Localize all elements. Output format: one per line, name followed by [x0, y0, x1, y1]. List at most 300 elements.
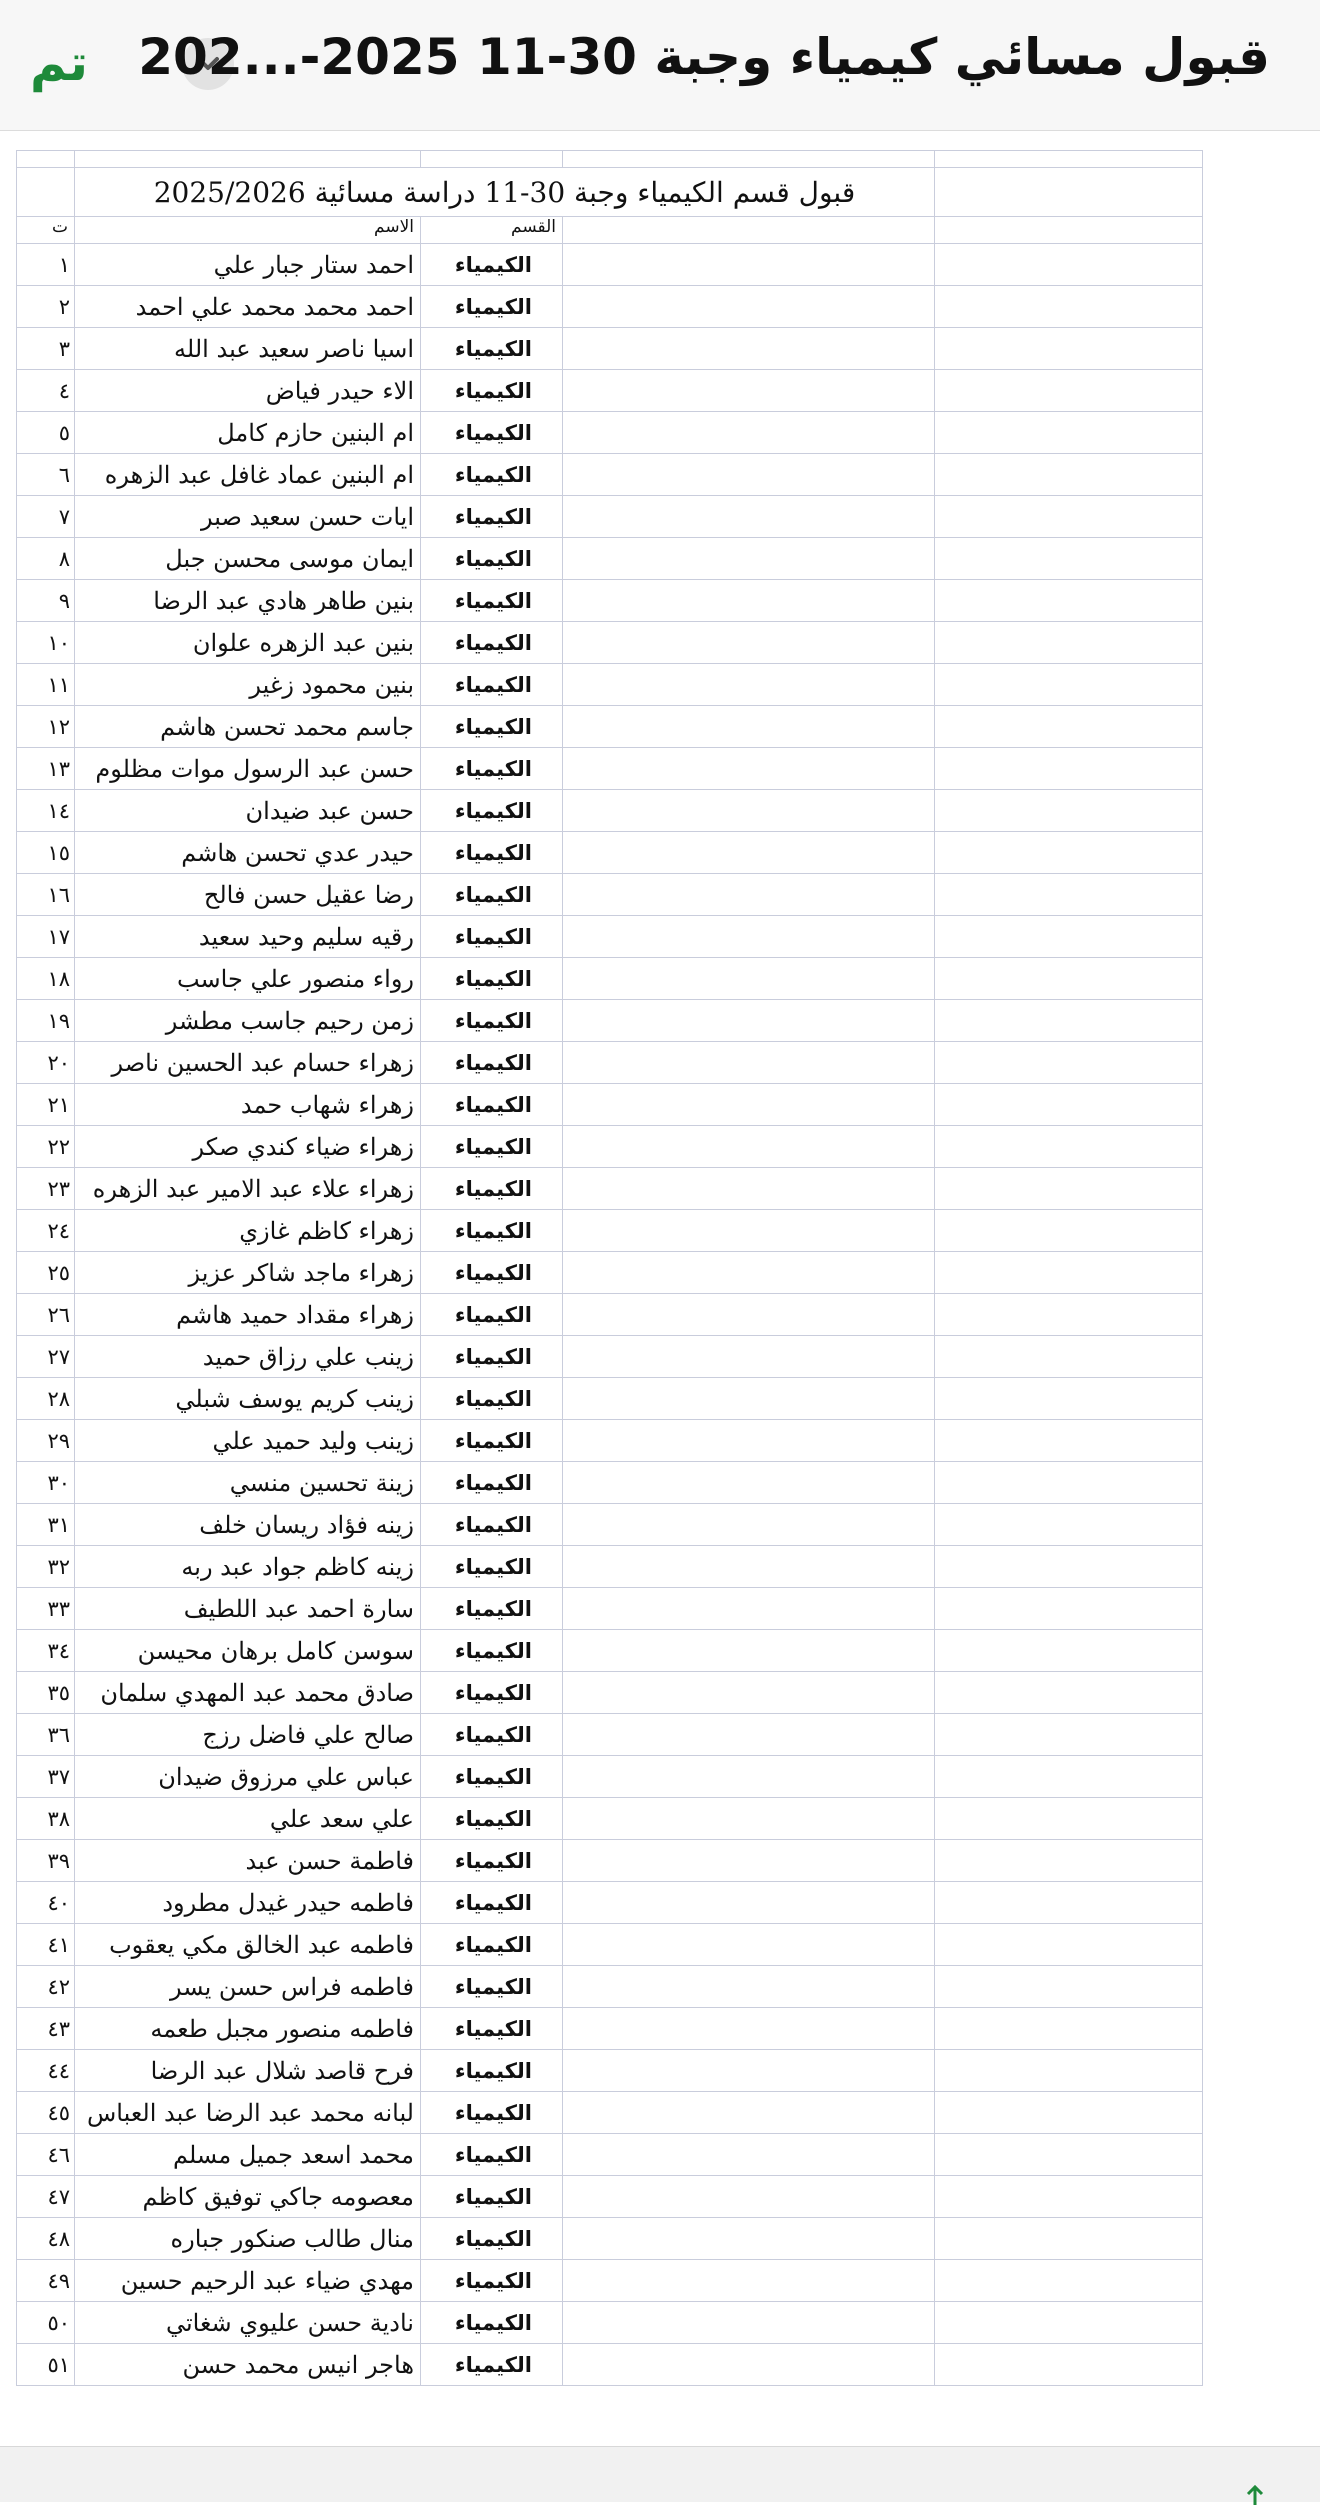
department-cell[interactable]: الكيمياء: [421, 1462, 563, 1504]
cell[interactable]: [935, 874, 1203, 916]
cell[interactable]: [935, 1168, 1203, 1210]
cell[interactable]: [935, 2050, 1203, 2092]
cell[interactable]: [563, 1546, 935, 1588]
cell[interactable]: [935, 2344, 1203, 2386]
cell[interactable]: [563, 538, 935, 580]
table-row: [17, 1084, 1203, 1126]
student-name-cell[interactable]: حسن عبد الرسول موات مظلوم: [75, 748, 421, 790]
cell[interactable]: [935, 1126, 1203, 1168]
cell[interactable]: [935, 1840, 1203, 1882]
row-number-cell[interactable]: ٣٧: [17, 1756, 75, 1798]
cell[interactable]: [935, 1714, 1203, 1756]
cell[interactable]: [563, 580, 935, 622]
share-icon[interactable]: [1240, 2485, 1270, 2505]
cell[interactable]: [563, 1042, 935, 1084]
row-number-cell[interactable]: ٩: [17, 580, 75, 622]
table-row: [17, 2260, 1203, 2302]
cell[interactable]: [935, 622, 1203, 664]
student-name-cell[interactable]: علي سعد علي: [75, 1798, 421, 1840]
student-name-cell[interactable]: عباس علي مرزوق ضيدان: [75, 1756, 421, 1798]
cell[interactable]: [935, 1000, 1203, 1042]
row-number-cell[interactable]: ٣٣: [17, 1588, 75, 1630]
cell[interactable]: [563, 328, 935, 370]
row-number-cell[interactable]: ١٧: [17, 916, 75, 958]
student-name-cell[interactable]: فاطمه منصور مجبل طعمه: [75, 2008, 421, 2050]
cell[interactable]: [935, 168, 1203, 217]
department-cell[interactable]: الكيمياء: [421, 2218, 563, 2260]
table-row: [17, 916, 1203, 958]
row-number-cell[interactable]: ٣٦: [17, 1714, 75, 1756]
cell[interactable]: [563, 1966, 935, 2008]
row-number-cell[interactable]: ٤٥: [17, 2092, 75, 2134]
student-name-cell[interactable]: زهراء حسام عبد الحسين ناصر: [75, 1042, 421, 1084]
table-row: [17, 370, 1203, 412]
table-row: [17, 1336, 1203, 1378]
cell[interactable]: [563, 2050, 935, 2092]
student-name-cell[interactable]: منال طالب صنكور جباره: [75, 2218, 421, 2260]
row-number-cell[interactable]: ١٩: [17, 1000, 75, 1042]
student-name-cell[interactable]: زينه كاظم جواد عبد ربه: [75, 1546, 421, 1588]
cell[interactable]: [563, 2302, 935, 2344]
cell[interactable]: [935, 832, 1203, 874]
cell[interactable]: [935, 151, 1203, 168]
department-cell[interactable]: الكيمياء: [421, 1504, 563, 1546]
student-name-cell[interactable]: اسيا ناصر سعيد عبد الله: [75, 328, 421, 370]
table-row: [17, 874, 1203, 916]
department-cell[interactable]: الكيمياء: [421, 1924, 563, 1966]
student-name-cell[interactable]: فاطمه عبد الخالق مكي يعقوب: [75, 1924, 421, 1966]
department-cell[interactable]: الكيمياء: [421, 1084, 563, 1126]
row-number-cell[interactable]: ١٣: [17, 748, 75, 790]
cell[interactable]: [935, 2302, 1203, 2344]
cell[interactable]: [563, 1588, 935, 1630]
cell[interactable]: [563, 2218, 935, 2260]
department-cell[interactable]: الكيمياء: [421, 748, 563, 790]
cell[interactable]: [563, 664, 935, 706]
row-number-cell[interactable]: ١١: [17, 664, 75, 706]
student-name-cell[interactable]: زهراء شهاب حمد: [75, 1084, 421, 1126]
department-cell[interactable]: الكيمياء: [421, 2302, 563, 2344]
student-name-cell[interactable]: ايات حسن سعيد صبر: [75, 496, 421, 538]
department-cell[interactable]: الكيمياء: [421, 286, 563, 328]
department-cell[interactable]: الكيمياء: [421, 244, 563, 286]
cell[interactable]: [563, 748, 935, 790]
cell[interactable]: [563, 2260, 935, 2302]
table-row: [17, 664, 1203, 706]
cell[interactable]: [935, 217, 1203, 244]
cell[interactable]: [935, 286, 1203, 328]
cell[interactable]: [563, 2092, 935, 2134]
student-name-cell[interactable]: زهراء ضياء كندي صكر: [75, 1126, 421, 1168]
table-row: [17, 1714, 1203, 1756]
student-name-cell[interactable]: لبانه محمد عبد الرضا عبد العباس: [75, 2092, 421, 2134]
cell[interactable]: [17, 168, 75, 217]
cell[interactable]: [935, 2008, 1203, 2050]
cell[interactable]: [421, 151, 563, 168]
cell[interactable]: [563, 622, 935, 664]
row-number-cell[interactable]: ٣٩: [17, 1840, 75, 1882]
student-name-cell[interactable]: فاطمه حيدر غيدل مطرود: [75, 1882, 421, 1924]
cell[interactable]: [935, 1420, 1203, 1462]
table-row: [17, 328, 1203, 370]
cell[interactable]: [563, 790, 935, 832]
cell[interactable]: [563, 1252, 935, 1294]
table-row: [17, 2092, 1203, 2134]
cell[interactable]: [563, 244, 935, 286]
cell[interactable]: [563, 151, 935, 168]
student-name-cell[interactable]: جاسم محمد تحسن هاشم: [75, 706, 421, 748]
department-cell[interactable]: الكيمياء: [421, 2260, 563, 2302]
department-cell[interactable]: الكيمياء: [421, 496, 563, 538]
student-name-cell[interactable]: سوسن كامل برهان محيسن: [75, 1630, 421, 1672]
department-cell[interactable]: الكيمياء: [421, 370, 563, 412]
student-name-cell[interactable]: ايمان موسى محسن جبل: [75, 538, 421, 580]
cell[interactable]: [935, 454, 1203, 496]
student-name-cell[interactable]: ام البنين حازم كامل: [75, 412, 421, 454]
student-name-cell[interactable]: بنين عبد الزهره علوان: [75, 622, 421, 664]
student-name-cell[interactable]: زينة تحسين منسي: [75, 1462, 421, 1504]
cell[interactable]: [935, 1084, 1203, 1126]
row-number-cell[interactable]: ٢٣: [17, 1168, 75, 1210]
department-cell[interactable]: الكيمياء: [421, 874, 563, 916]
student-name-cell[interactable]: زينب علي رزاق حميد: [75, 1336, 421, 1378]
table-row: [17, 1420, 1203, 1462]
student-name-cell[interactable]: حسن عبد ضيدان: [75, 790, 421, 832]
cell[interactable]: [563, 2176, 935, 2218]
table-row: [17, 1756, 1203, 1798]
cell[interactable]: [935, 1756, 1203, 1798]
cell[interactable]: [935, 2092, 1203, 2134]
department-cell[interactable]: الكيمياء: [421, 1630, 563, 1672]
cell[interactable]: [935, 2134, 1203, 2176]
student-name-cell[interactable]: زينب كريم يوسف شبلي: [75, 1378, 421, 1420]
row-number-cell[interactable]: ٥٠: [17, 2302, 75, 2344]
cell[interactable]: [75, 151, 421, 168]
table-row: [17, 1252, 1203, 1294]
cell[interactable]: [935, 1924, 1203, 1966]
row-number-cell[interactable]: ٣: [17, 328, 75, 370]
cell[interactable]: [935, 328, 1203, 370]
student-name-cell[interactable]: محمد اسعد جميل مسلم: [75, 2134, 421, 2176]
cell[interactable]: [935, 1798, 1203, 1840]
cell[interactable]: [935, 2218, 1203, 2260]
department-cell[interactable]: الكيمياء: [421, 2092, 563, 2134]
cell[interactable]: [563, 1756, 935, 1798]
row-number-cell[interactable]: ٣٤: [17, 1630, 75, 1672]
row-number-cell[interactable]: ٥١: [17, 2344, 75, 2386]
cell[interactable]: [563, 370, 935, 412]
cell[interactable]: [17, 151, 75, 168]
column-header-number[interactable]: ت: [17, 217, 75, 244]
student-name-cell[interactable]: الاء حيدر فياض: [75, 370, 421, 412]
student-name-cell[interactable]: زهراء مقداد حميد هاشم: [75, 1294, 421, 1336]
department-cell[interactable]: الكيمياء: [421, 538, 563, 580]
cell[interactable]: [563, 706, 935, 748]
cell[interactable]: [935, 748, 1203, 790]
student-name-cell[interactable]: زينب وليد حميد علي: [75, 1420, 421, 1462]
student-name-cell[interactable]: هاجر انيس محمد حسن: [75, 2344, 421, 2386]
cell[interactable]: [563, 496, 935, 538]
department-cell[interactable]: الكيمياء: [421, 1714, 563, 1756]
cell[interactable]: [563, 1210, 935, 1252]
row-number-cell[interactable]: ٢١: [17, 1084, 75, 1126]
student-name-cell[interactable]: زهراء ماجد شاكر عزيز: [75, 1252, 421, 1294]
row-number-cell[interactable]: ١٥: [17, 832, 75, 874]
cell[interactable]: [935, 916, 1203, 958]
cell[interactable]: [563, 1294, 935, 1336]
document-title: قبول مسائي كيمياء وجبة 30-11 2025-...202: [138, 28, 1270, 86]
row-number-cell[interactable]: ٤٤: [17, 2050, 75, 2092]
cell[interactable]: [563, 916, 935, 958]
cell[interactable]: [563, 1336, 935, 1378]
student-name-cell[interactable]: زهراء علاء عبد الامير عبد الزهره: [75, 1168, 421, 1210]
department-cell[interactable]: الكيمياء: [421, 1000, 563, 1042]
student-name-cell[interactable]: زهراء كاظم غازي: [75, 1210, 421, 1252]
row-number-cell[interactable]: ٣١: [17, 1504, 75, 1546]
cell[interactable]: [935, 664, 1203, 706]
cell[interactable]: [935, 538, 1203, 580]
table-row: [17, 2176, 1203, 2218]
cell[interactable]: [563, 2008, 935, 2050]
cell[interactable]: [935, 1252, 1203, 1294]
row-number-cell[interactable]: ٣٢: [17, 1546, 75, 1588]
cell[interactable]: [935, 958, 1203, 1000]
cell[interactable]: [935, 496, 1203, 538]
cell[interactable]: [563, 2134, 935, 2176]
student-name-cell[interactable]: احمد محمد محمد علي احمد: [75, 286, 421, 328]
student-name-cell[interactable]: صادق محمد عبد المهدي سلمان: [75, 1672, 421, 1714]
row-number-cell[interactable]: ١٤: [17, 790, 75, 832]
row-number-cell[interactable]: ٨: [17, 538, 75, 580]
cell[interactable]: [563, 217, 935, 244]
cell[interactable]: [935, 2260, 1203, 2302]
cell[interactable]: [935, 2176, 1203, 2218]
row-number-cell[interactable]: ٤: [17, 370, 75, 412]
department-cell[interactable]: الكيمياء: [421, 2050, 563, 2092]
cell[interactable]: [935, 412, 1203, 454]
cell[interactable]: [935, 370, 1203, 412]
cell[interactable]: [935, 244, 1203, 286]
row-number-cell[interactable]: ٢٠: [17, 1042, 75, 1084]
cell[interactable]: [563, 1672, 935, 1714]
department-cell[interactable]: الكيمياء: [421, 916, 563, 958]
column-header-department[interactable]: القسم: [421, 217, 563, 244]
cell[interactable]: [563, 2344, 935, 2386]
department-cell[interactable]: الكيمياء: [421, 2134, 563, 2176]
cell[interactable]: [563, 1000, 935, 1042]
department-cell[interactable]: الكيمياء: [421, 454, 563, 496]
table-row: [17, 1924, 1203, 1966]
cell[interactable]: [935, 1378, 1203, 1420]
table-row: [17, 1210, 1203, 1252]
student-name-cell[interactable]: سارة احمد عبد اللطيف: [75, 1588, 421, 1630]
sheet-title[interactable]: قبول قسم الكيمياء وجبة 30-11 دراسة مسائية 2025/2026: [75, 168, 935, 217]
student-name-cell[interactable]: فرح قاصد شلال عبد الرضا: [75, 2050, 421, 2092]
table-row: [17, 790, 1203, 832]
row-number-cell[interactable]: ٤٩: [17, 2260, 75, 2302]
table-row: [17, 454, 1203, 496]
cell[interactable]: [563, 1462, 935, 1504]
cell[interactable]: [935, 1630, 1203, 1672]
cell[interactable]: [563, 412, 935, 454]
department-cell[interactable]: الكيمياء: [421, 790, 563, 832]
cell[interactable]: [935, 1882, 1203, 1924]
student-name-cell[interactable]: مهدي ضياء عبد الرحيم حسين: [75, 2260, 421, 2302]
row-number-cell[interactable]: ٣٨: [17, 1798, 75, 1840]
cell[interactable]: [935, 1546, 1203, 1588]
cell[interactable]: [563, 1798, 935, 1840]
cell[interactable]: [563, 958, 935, 1000]
cell[interactable]: [935, 706, 1203, 748]
row-number-cell[interactable]: ٦: [17, 454, 75, 496]
department-cell[interactable]: الكيمياء: [421, 1042, 563, 1084]
done-button[interactable]: تم: [30, 34, 88, 92]
department-cell[interactable]: الكيمياء: [421, 1840, 563, 1882]
row-number-cell[interactable]: ٢٤: [17, 1210, 75, 1252]
row-number-cell[interactable]: ٥: [17, 412, 75, 454]
cell[interactable]: [563, 1882, 935, 1924]
row-number-cell[interactable]: ٢٥: [17, 1252, 75, 1294]
department-cell[interactable]: الكيمياء: [421, 1672, 563, 1714]
student-name-cell[interactable]: صالح علي فاضل رزج: [75, 1714, 421, 1756]
department-cell[interactable]: الكيمياء: [421, 328, 563, 370]
cell[interactable]: [563, 286, 935, 328]
student-name-cell[interactable]: فاطمه فراس حسن يسر: [75, 1966, 421, 2008]
row-number-cell[interactable]: ٢: [17, 286, 75, 328]
row-number-cell[interactable]: ٤٠: [17, 1882, 75, 1924]
department-cell[interactable]: الكيمياء: [421, 1126, 563, 1168]
cell[interactable]: [935, 1462, 1203, 1504]
student-name-cell[interactable]: حيدر عدي تحسن هاشم: [75, 832, 421, 874]
row-number-cell[interactable]: ٣٠: [17, 1462, 75, 1504]
student-name-cell[interactable]: نادية حسن عليوي شغاتي: [75, 2302, 421, 2344]
row-number-cell[interactable]: ١٠: [17, 622, 75, 664]
student-name-cell[interactable]: رواء منصور علي جاسب: [75, 958, 421, 1000]
row-number-cell[interactable]: ٢٨: [17, 1378, 75, 1420]
student-name-cell[interactable]: بنين طاهر هادي عبد الرضا: [75, 580, 421, 622]
row-number-cell[interactable]: ١٦: [17, 874, 75, 916]
department-cell[interactable]: الكيمياء: [421, 832, 563, 874]
department-cell[interactable]: الكيمياء: [421, 664, 563, 706]
bottom-toolbar: [0, 2446, 1320, 2502]
row-number-cell[interactable]: ١: [17, 244, 75, 286]
cell[interactable]: [563, 1378, 935, 1420]
student-name-cell[interactable]: زينه فؤاد ريسان خلف: [75, 1504, 421, 1546]
cell[interactable]: [935, 1210, 1203, 1252]
cell[interactable]: [935, 580, 1203, 622]
row-number-cell[interactable]: ٢٦: [17, 1294, 75, 1336]
department-cell[interactable]: الكيمياء: [421, 1252, 563, 1294]
cell[interactable]: [563, 1630, 935, 1672]
cell[interactable]: [935, 1504, 1203, 1546]
cell[interactable]: [935, 1042, 1203, 1084]
row-number-cell[interactable]: ٤٨: [17, 2218, 75, 2260]
student-name-cell[interactable]: احمد ستار جبار علي: [75, 244, 421, 286]
cell[interactable]: [563, 1126, 935, 1168]
department-cell[interactable]: الكيمياء: [421, 580, 563, 622]
cell[interactable]: [563, 1168, 935, 1210]
department-cell[interactable]: الكيمياء: [421, 2008, 563, 2050]
cell[interactable]: [935, 1336, 1203, 1378]
department-cell[interactable]: الكيمياء: [421, 958, 563, 1000]
spreadsheet[interactable]: [16, 150, 1203, 2386]
department-cell[interactable]: الكيمياء: [421, 1966, 563, 2008]
student-name-cell[interactable]: زمن رحيم جاسب مطشر: [75, 1000, 421, 1042]
student-name-cell[interactable]: ام البنين عماد غافل عبد الزهره: [75, 454, 421, 496]
student-name-cell[interactable]: فاطمة حسن عبد: [75, 1840, 421, 1882]
department-cell[interactable]: الكيمياء: [421, 622, 563, 664]
department-cell[interactable]: الكيمياء: [421, 1294, 563, 1336]
cell[interactable]: [563, 1420, 935, 1462]
student-name-cell[interactable]: بنين محمود زغير: [75, 664, 421, 706]
cell[interactable]: [563, 1714, 935, 1756]
student-name-cell[interactable]: رضا عقيل حسن فالح: [75, 874, 421, 916]
department-cell[interactable]: الكيمياء: [421, 1420, 563, 1462]
department-cell[interactable]: الكيمياء: [421, 1882, 563, 1924]
cell[interactable]: [935, 790, 1203, 832]
cell[interactable]: [563, 1840, 935, 1882]
department-cell[interactable]: الكيمياء: [421, 1798, 563, 1840]
department-cell[interactable]: الكيمياء: [421, 1210, 563, 1252]
cell[interactable]: [563, 1084, 935, 1126]
spreadsheet-table: [16, 150, 1203, 2386]
department-cell[interactable]: الكيمياء: [421, 1168, 563, 1210]
cell[interactable]: [935, 1672, 1203, 1714]
row-number-cell[interactable]: ٤٢: [17, 1966, 75, 2008]
table-row: [17, 622, 1203, 664]
department-cell[interactable]: الكيمياء: [421, 412, 563, 454]
cell[interactable]: [563, 454, 935, 496]
department-cell[interactable]: الكيمياء: [421, 1546, 563, 1588]
row-number-cell[interactable]: ٤٧: [17, 2176, 75, 2218]
cell[interactable]: [563, 1504, 935, 1546]
row-number-cell[interactable]: ١٢: [17, 706, 75, 748]
cell[interactable]: [563, 874, 935, 916]
row-number-cell[interactable]: ٣٥: [17, 1672, 75, 1714]
row-number-cell[interactable]: ٤١: [17, 1924, 75, 1966]
table-row: [17, 2050, 1203, 2092]
department-cell[interactable]: الكيمياء: [421, 706, 563, 748]
department-cell[interactable]: الكيمياء: [421, 1588, 563, 1630]
student-name-cell[interactable]: معصومه جاكي توفيق كاظم: [75, 2176, 421, 2218]
department-cell[interactable]: الكيمياء: [421, 2176, 563, 2218]
table-row: [17, 580, 1203, 622]
department-cell[interactable]: الكيمياء: [421, 2344, 563, 2386]
row-number-cell[interactable]: ٧: [17, 496, 75, 538]
student-name-cell[interactable]: رقيه سليم وحيد سعيد: [75, 916, 421, 958]
row-number-cell[interactable]: ٤٣: [17, 2008, 75, 2050]
table-row: [17, 1966, 1203, 2008]
cell[interactable]: [935, 1588, 1203, 1630]
table-row: [17, 1798, 1203, 1840]
row-number-cell[interactable]: ٢٩: [17, 1420, 75, 1462]
table-row: [17, 2218, 1203, 2260]
table-row: [17, 2302, 1203, 2344]
cell[interactable]: [563, 1924, 935, 1966]
cell[interactable]: [935, 1294, 1203, 1336]
column-header-name[interactable]: الاسم: [75, 217, 421, 244]
row-number-cell[interactable]: ٤٦: [17, 2134, 75, 2176]
table-row: [17, 1882, 1203, 1924]
row-number-cell[interactable]: ٢٧: [17, 1336, 75, 1378]
row-number-cell[interactable]: ١٨: [17, 958, 75, 1000]
cell[interactable]: [563, 832, 935, 874]
department-cell[interactable]: الكيمياء: [421, 1378, 563, 1420]
cell[interactable]: [935, 1966, 1203, 2008]
row-number-cell[interactable]: ٢٢: [17, 1126, 75, 1168]
department-cell[interactable]: الكيمياء: [421, 1336, 563, 1378]
department-cell[interactable]: الكيمياء: [421, 1756, 563, 1798]
